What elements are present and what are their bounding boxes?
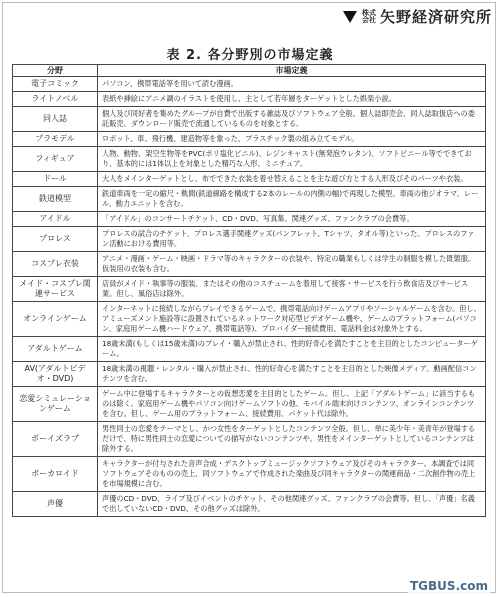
row-definition: インターネットに接続しながらプレイできるゲームで、携帯電話向けゲームアプリやソーシャルゲームを含む。但し、アミューズメント施設等に設置されているネットワーク対応型ビデオゲーム機や、ゲームのプラットフォーム(パソコン、家庭用ゲーム機ハードウェア、携帯電話等)、プロバイダー接続費用、電話料金は対象外とする。 — [98, 302, 486, 337]
row-category: メイド・コスプレ関連サービス — [13, 277, 98, 302]
row-category: フィギュア — [13, 147, 98, 172]
row-definition: パソコン、携帯電話等を用いて読む漫画。 — [98, 77, 486, 92]
logo-mark-icon — [342, 9, 358, 25]
row-definition: アニメ・漫画・ゲーム・映画・ドラマ等のキャラクターの衣装や、特定の職業もしくは学生の制服を模した既製服。仮装用の衣装も含む。 — [98, 252, 486, 277]
table-row — [13, 147, 486, 172]
row-category: プラモデル — [13, 132, 98, 147]
row-definition: 男性同士の恋愛をテーマとし、かつ女性をターゲットとしたコンテンツ全般。但し、単に美少年・美青年が登場するだけで、特に男性同士の恋愛についての描写がないコンテンツや、男性をメインターゲットとしているコンテンツは除外する。 — [98, 422, 486, 457]
row-definition: 人物、動物、架空生物等をPVC(ポリ塩化ビニル)、レジンキャスト(無発泡ウレタン)、ソフトビニール等でできており、基本的には1体以上を対象とした精巧な人形、ミニチュア。 — [98, 147, 486, 172]
row-category: 恋愛シミュレーションゲーム — [13, 387, 98, 422]
table-row — [13, 92, 486, 107]
table-row — [13, 187, 486, 212]
row-category: 声優 — [13, 492, 98, 517]
row-definition: 声優のCD・DVD、ライブ及びイベントのチケット、その他関連グッズ、ファンクラブの会費等。但し、「声優」名義で出していないCD・DVD、その他グッズは除外。 — [98, 492, 486, 517]
table-row — [13, 277, 486, 302]
table-header-row — [13, 65, 486, 77]
row-definition: 店員がメイド・執事等の服装、またはその他のコスチュームを着用して接客・サービスを行う飲食店及びサービス業。但し、風俗店は除外。 — [98, 277, 486, 302]
logo-company-name: 矢野経済研究所 — [379, 8, 492, 26]
table-row — [13, 227, 486, 252]
row-category: 電子コミック — [13, 77, 98, 92]
row-definition: ゲーム中に登場するキャラクターとの仮想恋愛を主目的としたゲーム。但し、上記「アダルトゲーム」に該当するものは除く。家庭用ゲーム機やパソコン向けゲームソフトの他、モバイル端末向けコンテンツ、オンラインコンテンツを含む。但し、ゲーム用のプラットフォーム、接続費用、パケット代は除外。 — [98, 387, 486, 422]
row-definition: 18歳未満(もしくは15歳未満)のプレイ・購入が禁止され、性的好奇心を満たすことを主目的としたコンピューターゲーム。 — [98, 337, 486, 362]
row-category: ボーイズラブ — [13, 422, 98, 457]
row-definition: 表紙や挿絵にアニメ調のイラストを使用し、主として若年層をターゲットとした娯楽小説。 — [98, 92, 486, 107]
table-row — [13, 212, 486, 227]
table-row — [13, 362, 486, 387]
row-definition: 「アイドル」のコンサートチケット、CD・DVD、写真集、関連グッズ、ファンクラブの会費等。 — [98, 212, 486, 227]
watermark: TGBUS.com — [410, 579, 488, 593]
company-logo — [342, 6, 492, 27]
table-row — [13, 302, 486, 337]
header-definition: 市場定義 — [98, 65, 486, 77]
table-row — [13, 132, 486, 147]
table-row — [13, 457, 486, 492]
row-definition: ロボット、車、飛行機、建造物等を象った、プラスチック製の組み立てモデル。 — [98, 132, 486, 147]
row-category: オンラインゲーム — [13, 302, 98, 337]
table-row — [13, 337, 486, 362]
row-category: アイドル — [13, 212, 98, 227]
header-field: 分野 — [13, 65, 98, 77]
table-row — [13, 107, 486, 132]
row-category: コスプレ衣装 — [13, 252, 98, 277]
table-row — [13, 252, 486, 277]
row-category: アダルトゲーム — [13, 337, 98, 362]
table-row — [13, 77, 486, 92]
table-title: 表 2. 各分野別の市場定義 — [166, 48, 334, 63]
table-row — [13, 387, 486, 422]
row-category: ライトノベル — [13, 92, 98, 107]
row-category: ドール — [13, 172, 98, 187]
row-category: 同人誌 — [13, 107, 98, 132]
table-row — [13, 422, 486, 457]
row-definition: キャラクターが付与された音声合成・デスクトップミュージックソフトウェア及びそのキャラクター。本調査では同ソフトウェアそのものの売上、同ソフトウェアで作成された楽曲及び同キャラクターの関連商品・二次創作物の売上を市場規模に含む。 — [98, 457, 486, 492]
row-definition: 18歳未満の視聴・レンタル・購入が禁止され、性的好奇心を満たすことを主目的とした映像メディア。動画配信コンテンツを含む。 — [98, 362, 486, 387]
row-category: 鉄道模型 — [13, 187, 98, 212]
row-definition: 大人をメインターゲットとし、布でできた衣装を着せ替えることを主な遊び方とする人形及びそのパーツや衣装。 — [98, 172, 486, 187]
logo-kabushiki: 株式会社 — [361, 8, 376, 24]
row-definition: プロレスの試合のチケット、プロレス選手関連グッズ(パンフレット、Tシャツ、タオル等)といった、プロレスのファン活動における費用等。 — [98, 227, 486, 252]
row-definition: 個人及び同好者を集めたグループが自費で出版する雑誌及びソフトウェア全般。個人誌即売会、同人誌取扱店への委託販売、ダウンロード販売で流通しているものを対象とする。 — [98, 107, 486, 132]
row-definition: 鉄道車両を一定の縮尺・軌間(鉄道線路を構成する2本のレールの内側の幅)で再現した模型。車両の他ジオラマ、レール、動力ユニットを含む。 — [98, 187, 486, 212]
row-category: ボーカロイド — [13, 457, 98, 492]
row-category: AV(アダルトビデオ・DVD) — [13, 362, 98, 387]
table-row — [13, 492, 486, 517]
row-category: プロレス — [13, 227, 98, 252]
market-definition-table — [12, 64, 486, 517]
table-row — [13, 172, 486, 187]
